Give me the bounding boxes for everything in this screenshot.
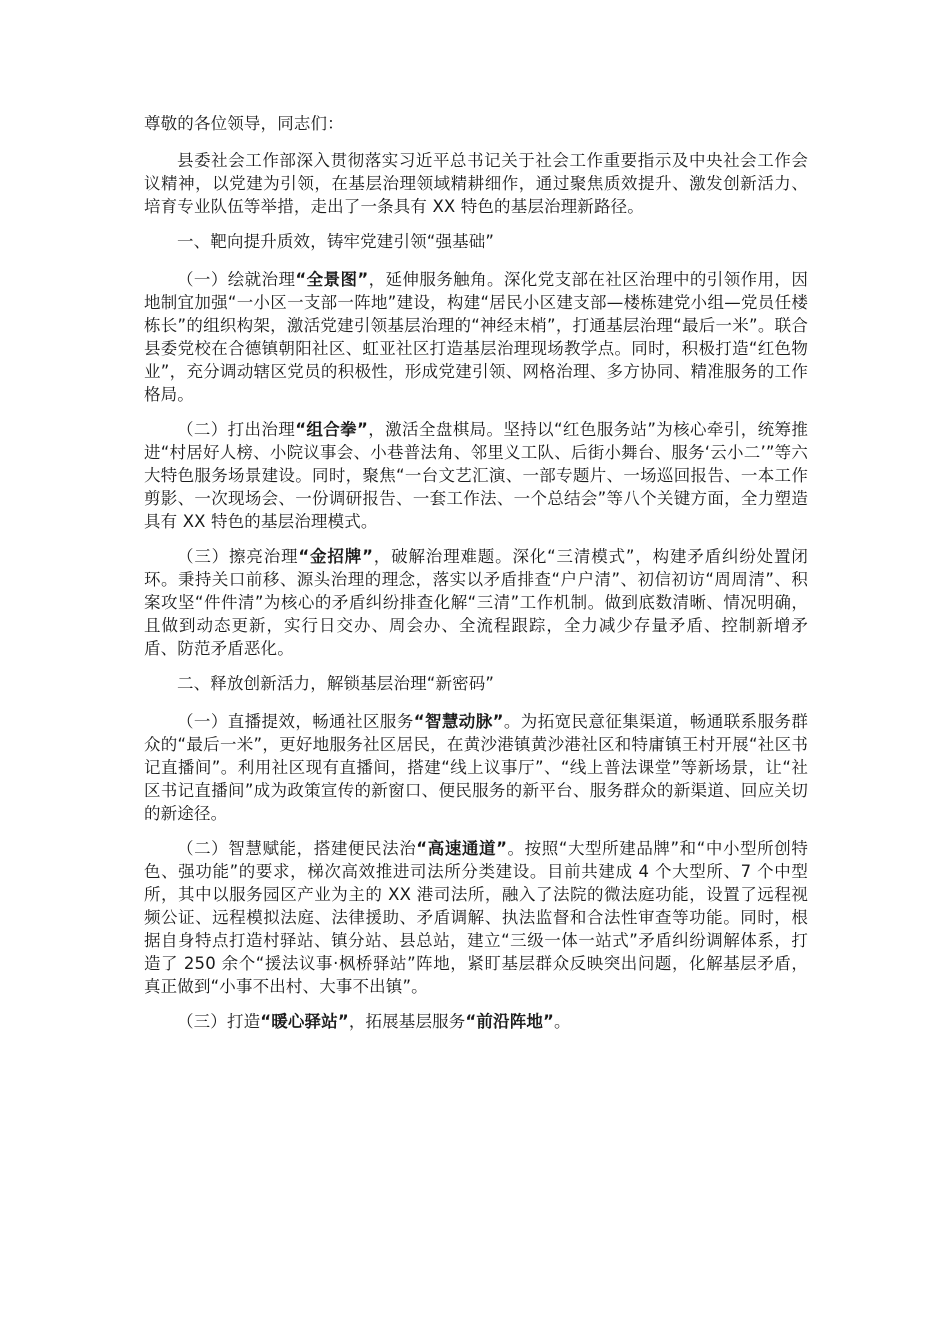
- item-bold-term: “暖心驿站”: [260, 1012, 349, 1031]
- section-1-heading: 一、靶向提升质效，铸牢党建引领“强基础”: [177, 232, 495, 251]
- item-lead: ，破解治理难题。: [373, 547, 513, 566]
- item-lead: 。: [507, 839, 525, 858]
- salutation: 尊敬的各位领导，同志们：: [144, 114, 344, 133]
- document-page: [144, 112, 808, 1045]
- item-bold-term-2: “前沿阵地”: [465, 1012, 554, 1031]
- item-prefix: （三）打造: [177, 1012, 261, 1031]
- section-1-item-2: [144, 418, 808, 533]
- item-body: 深化“三清模式”，构建矛盾纠纷处置闭环。秉持关口前移、源头治理的理念，落实以矛盾排查“户户清”、初信初访“周周清”、积案攻坚“件件清”为核心的矛盾纠纷排查化解“三清”工作机制。做到底数清晰、情况明确，且做到动态更新，实行日交办、周会办、全流程跟踪，全力减少存量矛盾、控制新增矛盾、防范矛盾恶化。: [144, 547, 808, 658]
- section-1-item-3: [144, 545, 808, 660]
- item-body: 深化党支部在社区治理中的引领作用，因地制宜加强“一小区一支部一阵地”建设，构建“居民小区建支部—楼栋建党小组—党员任楼栋长”的组织构架，激活党建引领基层治理的“神经末梢”，打通基层治理“最后一米”。联合县委党校在合德镇朝阳社区、虹亚社区打造基层治理现场教学点。同时，积极打造“红色物业”，充分调动辖区党员的积极性，形成党建引领、网格治理、多方协同、精准服务的工作格局。: [144, 270, 808, 404]
- item-tail: 。: [554, 1012, 571, 1031]
- item-body: 按照“大型所建品牌”和“中小型所创特色、强功能”的要求，梯次高效推进司法所分类建设。目前共建成 4 个大型所、7 个中型所，其中以服务园区产业为主的 XX 港司法所，融入了法院的微法庭功能，设置了远程视频公证、远程模拟法庭、法律援助、矛盾调解、执法监督和合法性审查等功能。同时，根据自身特点打造村驿站、镇分站、县总站，建立“三级一体一站式”矛盾纠纷调解体系，打造了 250 余个“援法议事·枫桥驿站”阵地，紧盯基层群众反映突出问题，化解基层矛盾，真正做到“小事不出村、大事不出镇”。: [144, 839, 808, 996]
- section-2-item-3: [144, 1010, 808, 1033]
- item-bold-term: “金招牌”: [298, 547, 374, 566]
- item-bold-term: “智慧动脉”: [413, 712, 504, 731]
- item-lead: ，延伸服务触角。: [368, 270, 504, 289]
- item-bold-term: “高速通道”: [416, 839, 508, 858]
- item-prefix: （一）绘就治理: [177, 270, 296, 289]
- item-prefix: （二）打出治理: [177, 420, 296, 439]
- item-bold-term: “全景图”: [295, 270, 369, 289]
- item-lead: ，激活全盘棋局。: [368, 420, 504, 439]
- intro-paragraph: 县委社会工作部深入贯彻落实习近平总书记关于社会工作重要指示及中央社会工作会议精神，以党建为引领，在基层治理领域精耕细作，通过聚焦质效提升、激发创新活力、培育专业队伍等举措，走出了一条具有 XX 特色的基层治理新路径。: [144, 151, 808, 216]
- item-prefix: （一）直播提效，畅通社区服务: [177, 712, 414, 731]
- item-lead: 。: [503, 712, 521, 731]
- item-bold-term: “组合拳”: [295, 420, 369, 439]
- section-2-item-1: [144, 710, 808, 825]
- section-2-item-2: [144, 837, 808, 998]
- section-2-heading: 二、释放创新活力，解锁基层治理“新密码”: [177, 674, 495, 693]
- item-body: 坚持以“红色服务站”为核心牵引，统筹推进“村居好人榜、小院议事会、小巷普法角、邻里义工队、后街小舞台、服务‘云小二’”等六大特色服务场景建设。同时，聚焦“一台文艺汇演、一部专题片、一场巡回报告、一本工作剪影、一次现场会、一份调研报告、一套工作法、一个总结会”等八个关键方面，全力塑造具有 XX 特色的基层治理模式。: [144, 420, 808, 531]
- section-1-item-1: [144, 268, 808, 406]
- item-lead: ，拓展基层服务: [348, 1012, 466, 1031]
- item-prefix: （二）智慧赋能，搭建便民法治: [177, 839, 417, 858]
- item-body: 为拓宽民意征集渠道，畅通联系服务群众的“最后一米”，更好地服务社区居民，在黄沙港镇黄沙港社区和特庸镇王村开展“社区书记直播间”。利用社区现有直播间，搭建“线上议事厅”、“线上普法课堂”等新场景，让“社区书记直播间”成为政策宣传的新窗口、便民服务的新平台、服务群众的新渠道、回应关切的新途径。: [144, 712, 808, 823]
- item-prefix: （三）擦亮治理: [177, 547, 299, 566]
